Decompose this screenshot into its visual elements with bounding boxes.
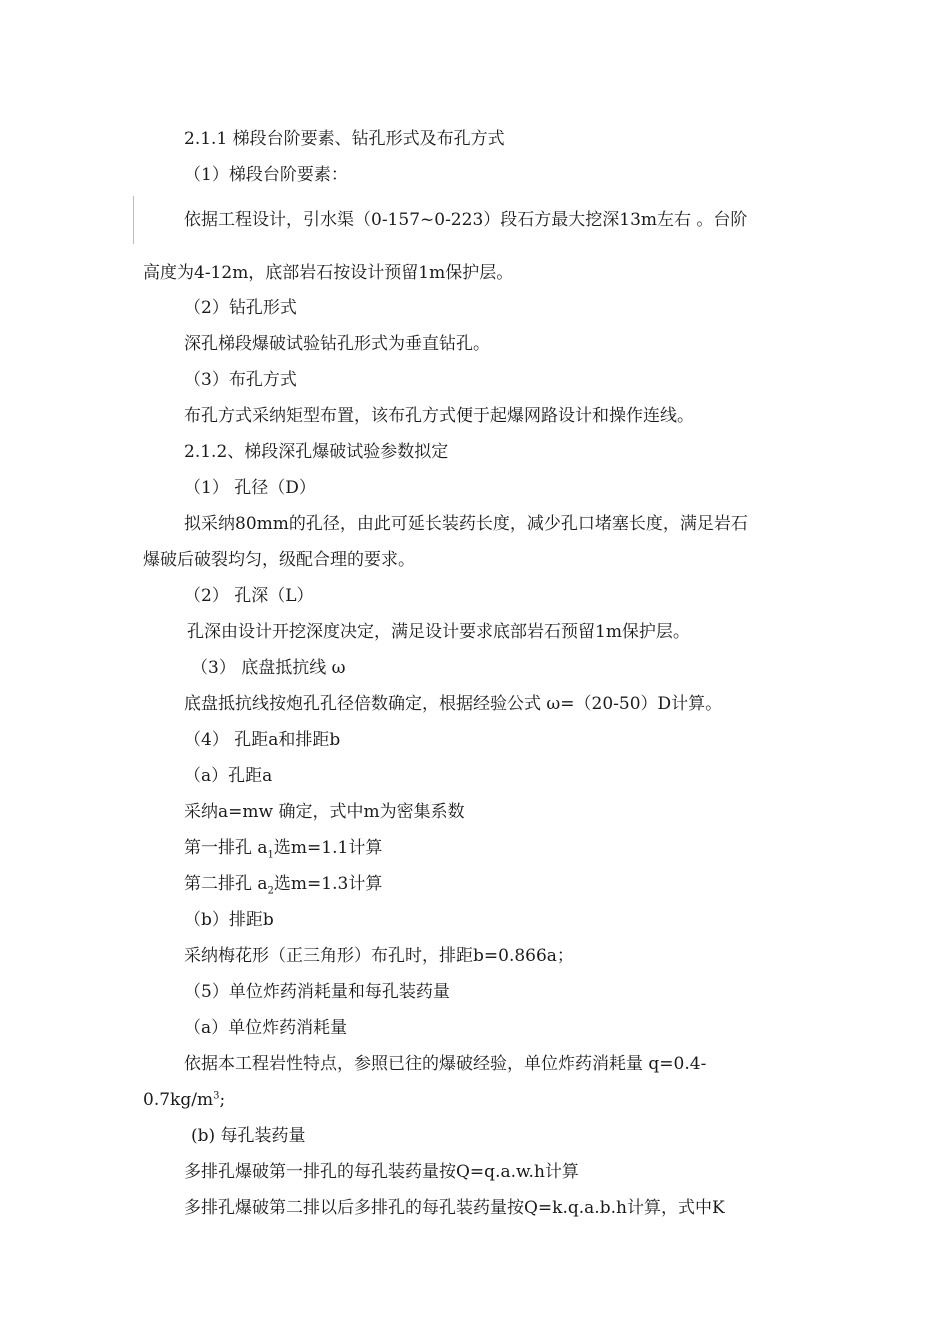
paragraph-line	[143, 1089, 225, 1111]
paragraph-line	[184, 873, 382, 895]
paragraph-line: 深孔梯段爆破试验钻孔形式为垂直钻孔。	[184, 334, 490, 354]
text-segment: 第二排孔 a	[184, 874, 268, 894]
paragraph-line: 采纳梅花形（正三角形）布孔时，排距b=0.866a；	[184, 946, 574, 966]
text-segment: ;	[219, 1090, 226, 1110]
subheading-hole-layout: （3）布孔方式	[184, 370, 297, 390]
subheading-toe-burden: （3） 底盘抵抗线 ω	[191, 658, 346, 678]
text-segment: 选m=1.1计算	[273, 838, 383, 858]
text-segment: 选m=1.3计算	[273, 874, 383, 894]
text-segment: 0.7kg/m	[143, 1090, 214, 1110]
subheading-explosive-consumption: （5）单位炸药消耗量和每孔装药量	[184, 982, 450, 1002]
text-segment: 第一排孔 a	[184, 838, 268, 858]
paragraph-line: 爆破后破裂均匀，级配合理的要求。	[143, 550, 415, 570]
paragraph-line: 孔深由设计开挖深度决定，满足设计要求底部岩石预留1m保护层。	[187, 622, 690, 642]
subheading-drill-form: （2）钻孔形式	[184, 298, 297, 318]
subheading-bench-elements: （1）梯段台阶要素：	[184, 165, 348, 185]
paragraph-line: 多排孔爆破第一排孔的每孔装药量按Q=q.a.w.h计算	[184, 1162, 579, 1182]
paragraph-line: 拟采纳80mm的孔径，由此可延长装药长度，减少孔口堵塞长度，满足岩石	[184, 514, 748, 534]
section-heading-2-1-2: 2.1.2、梯段深孔爆破试验参数拟定	[184, 442, 449, 462]
paragraph-line: 依据工程设计，引水渠（0-157~0-223）段石方最大挖深13m左右 。台阶	[184, 210, 748, 230]
paragraph-line: 高度为4-12m，底部岩石按设计预留1m保护层。	[143, 263, 514, 283]
subheading-spacing-burden: （4） 孔距a和排距b	[184, 730, 341, 750]
section-heading-2-1-1: 2.1.1 梯段台阶要素、钻孔形式及布孔方式	[184, 129, 505, 149]
subscript: 2	[267, 885, 274, 897]
paragraph-line: 多排孔爆破第二排以后多排孔的每孔装药量按Q=k.q.a.b.h计算，式中K	[184, 1198, 725, 1218]
subheading-row-spacing: （b）排距b	[184, 910, 274, 930]
paragraph-line: 底盘抵抗线按炮孔孔径倍数确定，根据经验公式 ω=（20-50）D计算。	[184, 694, 723, 714]
paragraph-line: 布孔方式采纳矩型布置，该布孔方式便于起爆网路设计和操作连线。	[184, 406, 694, 426]
margin-marker	[133, 196, 134, 244]
subheading-unit-consumption: （a）单位炸药消耗量	[184, 1018, 348, 1038]
subheading-hole-diameter: （1） 孔径（D）	[184, 478, 316, 498]
paragraph-line: 依据本工程岩性特点，参照已往的爆破经验，单位炸药消耗量 q=0.4-	[184, 1054, 707, 1074]
paragraph-line	[184, 837, 382, 859]
subheading-hole-depth: （2） 孔深（L）	[184, 586, 314, 606]
subheading-charge-per-hole: (b) 每孔装药量	[191, 1126, 306, 1146]
paragraph-line: 采纳a=mw 确定，式中m为密集系数	[184, 802, 465, 822]
subscript: 1	[267, 849, 274, 861]
superscript: 3	[213, 1090, 220, 1102]
subheading-hole-spacing: （a）孔距a	[184, 766, 273, 786]
